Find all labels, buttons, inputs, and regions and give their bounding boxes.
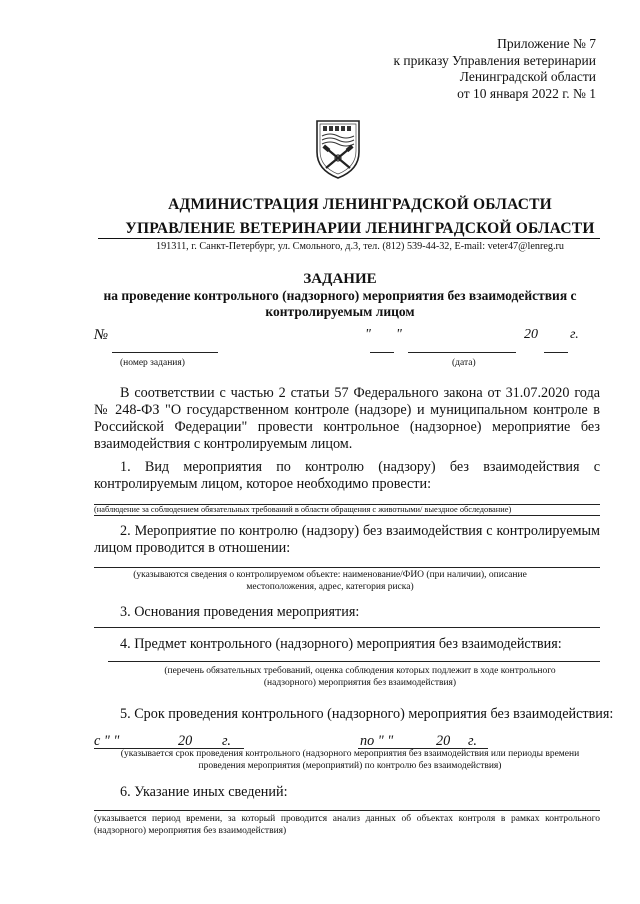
annex-line-1: Приложение № 7 <box>497 36 596 51</box>
date-year-suffix: г. <box>570 327 579 342</box>
day-underline[interactable] <box>370 352 394 353</box>
item-4-text: 4. Предмет контрольного (надзорного) мероприятия без взаимодействия: <box>120 636 562 652</box>
item-5-from: с " " <box>94 733 120 749</box>
annex-line-3: Ленинградской области <box>459 69 596 84</box>
document-subtitle: на проведение контрольного (надзорного) мероприятия без взаимодействия с контролируемым лицом <box>103 288 577 319</box>
date-year-prefix: 20 <box>524 327 538 342</box>
item-2-caption: (указываются сведения о контролируемом объекте: наименование/ФИО (при наличии), описание местоположения, адрес, категория риска) <box>133 570 527 592</box>
item-5-to-year: 20 <box>436 733 451 749</box>
annex-line-2: к приказу Управления ветеринарии <box>393 52 596 68</box>
item-4-caption: (перечень обязательных требований, оценка соблюдения которых подлежит в ходе контрольного (надзорного) мероприятия без взаимодействия) <box>164 666 556 688</box>
administration-title: АДМИНИСТРАЦИЯ ЛЕНИНГРАДСКОЙ ОБЛАСТИ <box>168 196 552 213</box>
item-5-to-g: г. <box>468 733 477 749</box>
document-title: ЗАДАНИЕ <box>303 271 377 287</box>
item-2-field[interactable] <box>94 567 600 568</box>
item-5-from-g: г. <box>222 733 231 749</box>
item-1-text: 1. Вид мероприятия по контролю (надзору) без взаимодействия с контролируемым лицом, которое необходимо провести: <box>94 459 600 492</box>
item-6-field[interactable] <box>94 810 600 811</box>
item-1-caption-rule <box>94 515 600 516</box>
annex-block <box>296 36 596 102</box>
item-2-text: 2. Мероприятие по контролю (надзору) без взаимодействия с контролируемым лицом проводится в отношении: <box>94 523 600 556</box>
intro-paragraph: В соответствии с частью 2 статьи 57 Федерального закона от 31.07.2020 года № 248-ФЗ "О государственном контроле (надзоре) и муниципальном контроле в Российской Федерации" провести контрольное (надзорное) мероприятие без взаимодействия с контролируемым лицом. <box>94 385 600 452</box>
date-quote-open: " <box>365 327 371 342</box>
annex-line-4: от 10 января 2022 г. № 1 <box>457 85 596 101</box>
item-6-caption: (указывается период времени, за который проводится анализ данных об объектах контроля в рамках контрольного (надзорного) мероприятия без взаимодействия) <box>94 814 600 836</box>
item-3-text: 3. Основания проведения мероприятия: <box>120 604 360 620</box>
number-sign: № <box>94 327 109 343</box>
header-rule <box>98 238 600 239</box>
month-underline[interactable] <box>408 352 516 353</box>
item-5-caption: (указывается срок проведения контрольного (надзорного мероприятия без взаимодействия или периоды времени проведения мероприятия (мероприятий) по контролю без взаимодействия) <box>120 749 580 771</box>
item-4-field[interactable] <box>108 661 600 662</box>
year-underline[interactable] <box>544 352 568 353</box>
item-6-text: 6. Указание иных сведений: <box>120 784 288 800</box>
department-title: УПРАВЛЕНИЕ ВЕТЕРИНАРИИ ЛЕНИНГРАДСКОЙ ОБЛАСТИ <box>125 220 595 237</box>
item-5-text: 5. Срок проведения контрольного (надзорного) мероприятия без взаимодействия: <box>120 706 614 722</box>
number-underline[interactable] <box>112 352 218 353</box>
item-5-to: по " " <box>360 733 394 749</box>
item-5-from-year: 20 <box>178 733 193 749</box>
number-caption: (номер задания) <box>120 358 185 368</box>
department-address: 191311, г. Санкт-Петербург, ул. Смольного, д.3, тел. (812) 539-44-32, E-mail: veter47@lenreg.ru <box>155 241 565 252</box>
item-3-field[interactable] <box>94 627 600 628</box>
coat-of-arms-icon <box>314 118 362 180</box>
date-caption: (дата) <box>452 358 476 368</box>
item-1-caption: (наблюдение за соблюдением обязательных требований в области обращения с животными/ выездное обследование) <box>94 505 512 514</box>
date-quote-close: " <box>396 327 402 342</box>
